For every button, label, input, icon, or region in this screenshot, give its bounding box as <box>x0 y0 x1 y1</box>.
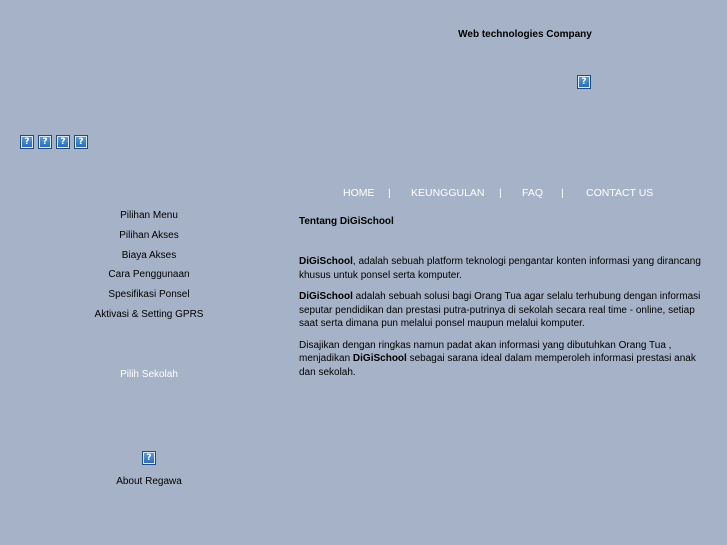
nav-faq[interactable]: FAQ <box>522 187 544 199</box>
nav-separator: | <box>561 187 564 199</box>
nav-home[interactable]: HOME <box>343 187 375 199</box>
content-title: Tentang DiGiSchool <box>299 216 394 227</box>
sidebar-item-cara-penggunaan[interactable]: Cara Penggunaan <box>108 269 190 281</box>
content-paragraph <box>299 290 701 331</box>
brand-name: DiGiSchool <box>299 256 353 267</box>
broken-image-icon[interactable]: ? <box>20 135 34 149</box>
broken-image-icon[interactable]: ? <box>56 135 70 149</box>
broken-image-icon[interactable]: ? <box>74 135 88 149</box>
broken-image-icon[interactable]: ? <box>38 135 52 149</box>
broken-image-icon: ? <box>577 75 591 89</box>
nav-contact-us[interactable]: CONTACT US <box>586 187 654 199</box>
paragraph-text: , adalah sebuah platform teknologi pengantar konten informasi yang dirancang khusus untuk ponsel serta komputer. <box>299 256 701 281</box>
nav-separator: | <box>388 187 391 199</box>
sidebar-item-pilihan-akses[interactable]: Pilihan Akses <box>119 229 179 241</box>
about-regawa-link[interactable]: About Regawa <box>116 476 182 487</box>
sidebar-item-spesifikasi-ponsel[interactable]: Spesifikasi Ponsel <box>108 289 190 301</box>
nav-keunggulan[interactable]: KEUNGGULAN <box>411 187 485 199</box>
brand-name: DiGiSchool <box>299 291 353 302</box>
sidebar-item-aktivasi-gprs[interactable]: Aktivasi & Setting GPRS <box>94 308 204 320</box>
content-paragraph <box>299 339 701 380</box>
brand-name: DiGiSchool <box>352 353 407 364</box>
company-title: Web technologies Company <box>458 29 592 40</box>
broken-image-icon[interactable]: ? <box>142 451 156 465</box>
sidebar-menu <box>70 209 228 328</box>
nav-separator: | <box>499 187 502 199</box>
sidebar-item-biaya-akses[interactable]: Biaya Akses <box>121 249 177 261</box>
paragraph-text: sebagai sarana ideal dalam memperoleh informasi prestasi anak dan sekolah. <box>299 353 696 378</box>
sidebar-item-pilihan-menu[interactable]: Pilihan Menu <box>120 210 178 221</box>
main-content <box>299 215 701 387</box>
paragraph-text: adalah sebuah solusi bagi Orang Tua agar selalu terhubung dengan informasi seputar pendidikan dan prestasi putra-putrinya di sekolah secara real time - online, setiap saat serta dimana pun melalui ponsel maupun melalui komputer. <box>299 291 701 329</box>
content-paragraph <box>299 255 701 282</box>
pilih-sekolah-link[interactable]: Pilih Sekolah <box>120 369 178 380</box>
paragraph-text: Disajikan dengan ringkas namun padat akan informasi yang dibutuhkan Orang Tua , menjadikan <box>299 339 672 364</box>
